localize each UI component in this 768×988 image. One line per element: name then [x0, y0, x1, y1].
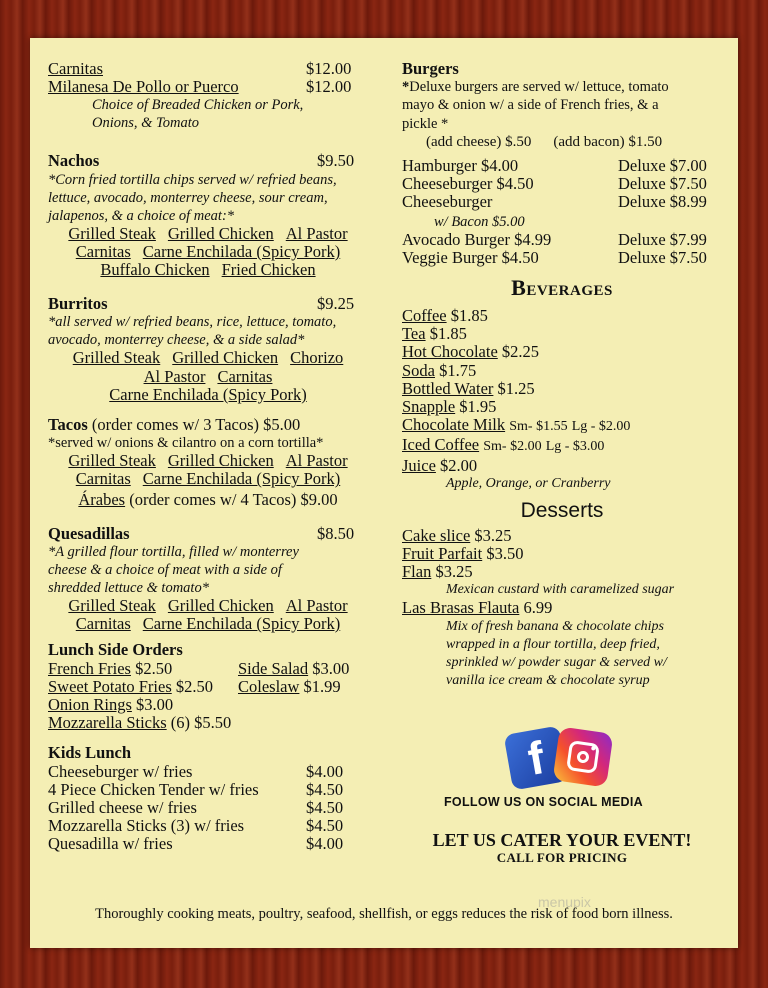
- beverage-item: [402, 457, 722, 475]
- item-name: French Fries: [48, 658, 131, 678]
- burritos-options: [48, 349, 368, 367]
- item-name: Las Brasas Flauta: [402, 598, 520, 618]
- item-name: Cake slice: [402, 525, 471, 545]
- item-price: 6.99: [523, 598, 553, 618]
- item-name: Carnitas: [48, 59, 103, 78]
- item-description: Choice of Breaded Chicken or Pork,: [92, 97, 304, 114]
- small-price: Sm- $2.00: [483, 439, 542, 455]
- option: Carnitas: [217, 366, 273, 386]
- option: Al Pastor: [143, 366, 206, 386]
- item-price: $4.50: [306, 798, 344, 818]
- flan-description: Mexican custard with caramelized sugar: [446, 582, 675, 598]
- beverage-item: [402, 416, 722, 436]
- item-price: $12.00: [306, 59, 352, 78]
- item-name: Mozzarella Sticks: [48, 713, 167, 733]
- item-name: Avocado Burger $4.99: [402, 229, 552, 249]
- dessert-item: [402, 563, 722, 581]
- burritos-options: [48, 368, 368, 386]
- option: Carnitas: [75, 614, 131, 634]
- quesadillas-heading: [48, 525, 368, 543]
- burger-item: [402, 175, 722, 193]
- tacos-options: [48, 470, 368, 488]
- item-price: $3.00: [312, 658, 350, 678]
- option: Grilled Steak: [68, 223, 156, 243]
- section-title: Quesadillas: [48, 523, 130, 543]
- option: Grilled Chicken: [167, 596, 274, 616]
- item-price: $2.00: [440, 455, 478, 475]
- juice-description: Apple, Orange, or Cranberry: [446, 475, 611, 491]
- dessert-item: [402, 527, 722, 545]
- kids-item: [48, 799, 368, 817]
- burgers-desc: [402, 78, 722, 96]
- desserts-title: Desserts: [520, 498, 604, 522]
- item-description: avocado, monterrey cheese, & a side salad*: [48, 332, 305, 349]
- call-for-pricing: CALL FOR PRICING: [496, 850, 628, 865]
- flauta-description: sprinkled w/ powder sugar & served w/: [446, 654, 667, 670]
- option: Grilled Chicken: [167, 223, 274, 243]
- item-name: Iced Coffee: [402, 435, 480, 455]
- item-description: lettuce, avocado, monterrey cheese, sour cream,: [48, 189, 328, 206]
- follow-us-text: FOLLOW US ON SOCIAL MEDIA: [444, 795, 643, 809]
- item-description: Onions, & Tomato: [92, 115, 200, 132]
- item-description: *all served w/ refried beans, rice, lettuce, tomato,: [48, 314, 337, 331]
- option: Fried Chicken: [221, 260, 316, 280]
- nachos-heading: [48, 152, 368, 170]
- sides-title: Lunch Side Orders: [48, 640, 183, 660]
- item-name: Sweet Potato Fries: [48, 676, 172, 696]
- sides-row: [48, 660, 368, 678]
- nachos-options: [48, 225, 368, 243]
- item-description: *A grilled flour tortilla, filled w/ monterrey: [48, 544, 299, 561]
- kids-item: [48, 817, 368, 835]
- small-price: Sm- $1.55: [509, 419, 568, 435]
- item-price: $3.00: [136, 695, 174, 715]
- item-name: Coleslaw: [238, 676, 300, 696]
- beverage-item: [402, 436, 722, 456]
- burger-addons: [402, 133, 722, 151]
- item-name: Chocolate Milk: [402, 415, 506, 435]
- section-title: Nachos: [48, 151, 100, 171]
- beverages-title: Beverages: [511, 275, 613, 301]
- item-price: $4.50: [306, 816, 344, 836]
- option: Al Pastor: [285, 451, 348, 471]
- arabes-note: (order comes w/ 4 Tacos) $9.00: [125, 489, 338, 509]
- tacos-options: [48, 452, 368, 470]
- nachos-options: [48, 243, 368, 261]
- deluxe-price: Deluxe $7.50: [618, 174, 707, 194]
- item-name: Cheeseburger $4.50: [402, 174, 534, 194]
- watermark: menupix: [538, 894, 591, 910]
- beverage-item: [402, 380, 722, 398]
- item-price: $4.00: [306, 834, 344, 854]
- item-price: $9.50: [317, 151, 355, 171]
- deluxe-price: Deluxe $7.99: [618, 229, 707, 249]
- item-name: Hot Chocolate: [402, 342, 498, 362]
- item-price: $1.25: [497, 378, 535, 398]
- burger-item: [402, 249, 722, 267]
- add-cheese: (add cheese) $.50: [426, 133, 532, 150]
- beverage-item: [402, 362, 722, 380]
- deluxe-price: Deluxe $7.50: [618, 247, 707, 267]
- item-price: $1.85: [429, 324, 467, 344]
- food-safety-notice: Thoroughly cooking meats, poultry, seafood, shellfish, or eggs reduces the risk of food born illness.: [95, 906, 673, 922]
- item-price: $2.50: [175, 676, 213, 696]
- item-name: Snapple: [402, 397, 456, 417]
- option: Buffalo Chicken: [100, 260, 210, 280]
- item-name: 4 Piece Chicken Tender w/ fries: [48, 779, 259, 799]
- item-name: Cheeseburger: [402, 192, 493, 212]
- beverage-item: [402, 307, 722, 325]
- option: Carne Enchilada (Spicy Pork): [109, 384, 307, 404]
- large-price: Lg - $2.00: [571, 419, 631, 435]
- burritos-options: [48, 386, 368, 404]
- asterisk-glyph: *: [402, 79, 410, 96]
- milanesa-item: [48, 78, 368, 96]
- deluxe-price: Deluxe $7.00: [618, 156, 707, 176]
- flauta-description: vanilla ice cream & chocolate syrup: [446, 672, 650, 688]
- item-description: pickle *: [402, 115, 449, 132]
- bacon-option: w/ Bacon $5.00: [434, 213, 525, 230]
- item-description: Deluxe burgers are served w/ lettuce, tomato: [409, 79, 669, 96]
- deluxe-price: Deluxe $8.99: [618, 192, 707, 212]
- item-name: Bottled Water: [402, 378, 494, 398]
- item-price: $1.85: [450, 306, 488, 326]
- item-name: Onion Rings: [48, 695, 132, 715]
- item-description: *served w/ onions & cilantro on a corn tortilla*: [48, 435, 324, 452]
- item-name: Flan: [402, 562, 432, 582]
- item-price: $9.25: [317, 294, 355, 314]
- beverage-item: [402, 398, 722, 416]
- beverage-item: [402, 325, 722, 343]
- quesadillas-options: [48, 597, 368, 615]
- item-price: $1.75: [439, 360, 477, 380]
- right-column: [402, 60, 722, 690]
- item-price: $3.50: [486, 544, 524, 564]
- sides-row: [48, 696, 368, 714]
- arabes-item: [48, 491, 368, 509]
- item-name: Coffee: [402, 306, 447, 326]
- item-name: Fruit Parfait: [402, 544, 483, 564]
- option: Grilled Steak: [68, 596, 156, 616]
- item-price: $2.25: [501, 342, 540, 362]
- item-description: cheese & a choice of meat with a side of: [48, 562, 282, 579]
- item-name: Mozzarella Sticks (3) w/ fries: [48, 816, 245, 836]
- item-price: $8.50: [317, 523, 355, 543]
- option: Chorizo: [290, 348, 344, 368]
- option: Grilled Steak: [68, 451, 156, 471]
- kids-item: [48, 781, 368, 799]
- item-description: shredded lettuce & tomato*: [48, 580, 209, 597]
- large-price: Lg - $3.00: [545, 439, 605, 455]
- beverage-item: [402, 343, 722, 361]
- option: Carne Enchilada (Spicy Pork): [142, 614, 341, 634]
- dessert-item: [402, 545, 722, 563]
- item-price: $4.00: [306, 761, 344, 781]
- option: Grilled Steak: [72, 348, 161, 368]
- option: Grilled Chicken: [167, 451, 274, 471]
- quesadillas-options: [48, 615, 368, 633]
- burgers-title: Burgers: [402, 59, 459, 78]
- tacos-heading: [48, 416, 368, 434]
- kids-title: Kids Lunch: [48, 743, 131, 763]
- sides-row: [48, 714, 368, 732]
- item-name: Quesadilla w/ fries: [48, 834, 173, 854]
- flauta-description: wrapped in a flour tortilla, deep fried,: [446, 636, 660, 652]
- item-price: $3.25: [435, 562, 473, 582]
- item-price: (6) $5.50: [170, 713, 232, 733]
- burritos-heading: [48, 295, 368, 313]
- item-price: $3.25: [474, 525, 512, 545]
- section-title: Burritos: [48, 294, 108, 314]
- option: Carnitas: [75, 469, 131, 489]
- cater-title: LET US CATER YOUR EVENT!: [432, 830, 692, 850]
- item-name: Árabes: [78, 489, 126, 509]
- item-description: mayo & onion w/ a side of French fries, & a: [402, 97, 659, 114]
- item-description: *Corn fried tortilla chips served w/ refried beans,: [48, 171, 337, 188]
- option: Al Pastor: [285, 596, 348, 616]
- option: Carne Enchilada (Spicy Pork): [142, 241, 341, 261]
- kids-item: [48, 835, 368, 853]
- item-price: $12.00: [306, 77, 352, 97]
- option: Al Pastor: [285, 223, 348, 243]
- item-name: Juice: [402, 455, 436, 475]
- item-name: Tea: [402, 324, 426, 344]
- item-name: Grilled cheese w/ fries: [48, 798, 197, 818]
- carnitas-item: [48, 60, 368, 78]
- item-name: Soda: [402, 360, 435, 380]
- option: Carnitas: [75, 241, 131, 261]
- item-name: Hamburger $4.00: [402, 156, 519, 176]
- facebook-icon[interactable]: f: [504, 726, 569, 791]
- nachos-options: [48, 261, 368, 279]
- item-price: $1.95: [459, 397, 497, 417]
- menu-paper: [30, 38, 738, 948]
- item-price: $2.50: [135, 658, 173, 678]
- item-name: Cheeseburger w/ fries: [48, 761, 193, 781]
- dessert-item: [402, 599, 722, 617]
- item-name: Side Salad: [238, 658, 309, 678]
- burger-item: [402, 157, 722, 175]
- kids-item: [48, 763, 368, 781]
- add-bacon: (add bacon) $1.50: [553, 133, 663, 150]
- item-name: Milanesa De Pollo or Puerco: [48, 77, 239, 97]
- tacos-note: (order comes w/ 3 Tacos) $5.00: [87, 415, 301, 435]
- burger-item: [402, 193, 722, 211]
- left-column: [48, 60, 368, 854]
- burger-item: [402, 231, 722, 249]
- section-title: Tacos: [48, 415, 88, 435]
- item-description: jalapenos, & a choice of meat:*: [48, 207, 235, 224]
- item-name: Veggie Burger $4.50: [402, 247, 539, 267]
- option: Grilled Chicken: [172, 348, 279, 368]
- item-price: $4.50: [306, 779, 344, 799]
- flauta-description: Mix of fresh banana & chocolate chips: [446, 618, 664, 634]
- option: Carne Enchilada (Spicy Pork): [142, 469, 341, 489]
- sides-row: [48, 678, 368, 696]
- instagram-icon[interactable]: [553, 727, 614, 788]
- item-price: $1.99: [303, 676, 341, 696]
